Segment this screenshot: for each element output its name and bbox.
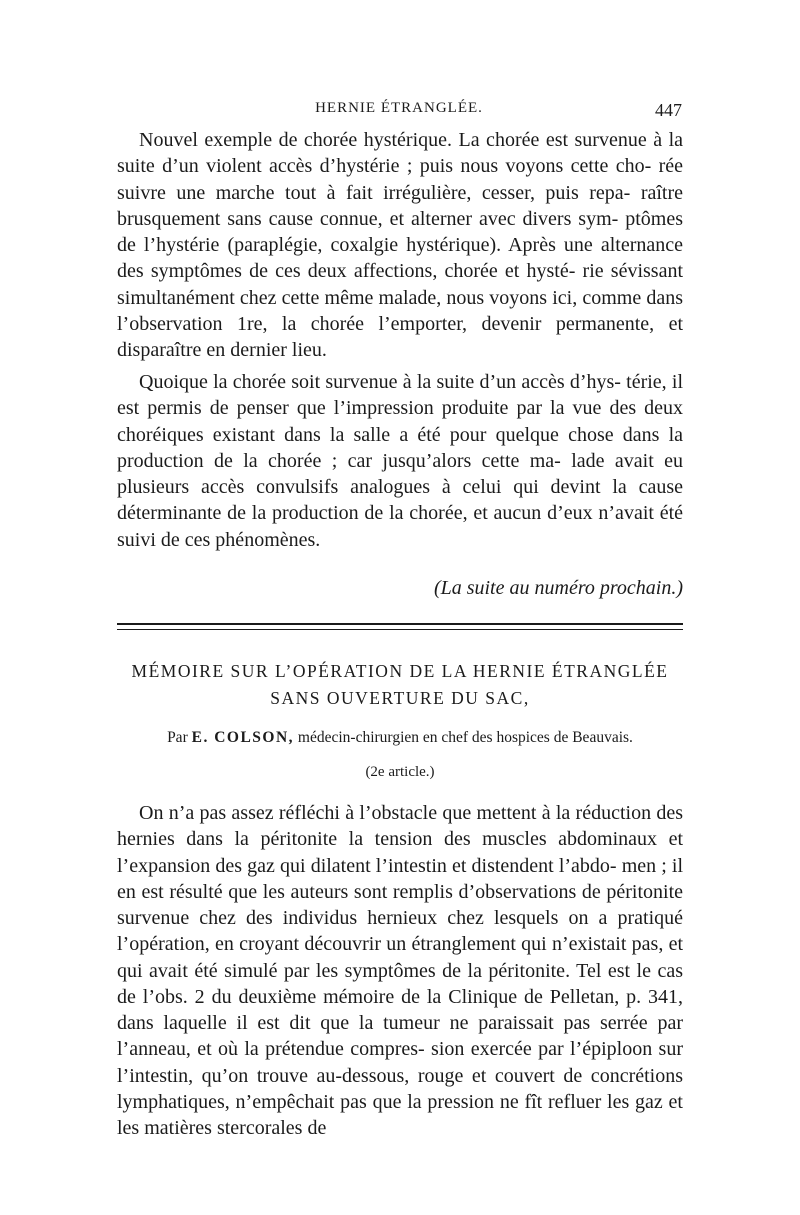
article-title (117, 658, 683, 712)
page-number: 447 (655, 100, 682, 120)
continuation-note: (La suite au numéro prochain.) (433, 577, 683, 599)
text-line: ptômes de l’hystérie (paraplégie, coxalgie hystérique). Après une (117, 207, 683, 256)
byline (117, 729, 683, 747)
text-line: Quoique la chorée soit survenue à la suite d’un accès d’hys- (139, 371, 621, 393)
section-divider (117, 623, 683, 625)
text-line: lade avait eu plusieurs accès convulsifs analogues à celui qui devint (117, 449, 684, 498)
text-line: Nouvel exemple de chorée hystérique. La chorée est survenue à (139, 129, 663, 151)
running-head (116, 100, 682, 124)
text-line: péritonite. Tel est le cas de l’obs. 2 du deuxième mémoire de la (117, 959, 683, 1008)
text-line: la cause déterminante de la production de la chorée, et aucun (117, 476, 683, 525)
text-line: sion exercée par l’épiploon sur l’intestin, qu’on trouve au-dessous, (117, 1038, 683, 1087)
text-line: permanente, et disparaître en dernier lieu. (117, 312, 684, 361)
text-line: térie, il est permis de penser que l’impression produite par la (117, 371, 684, 420)
text-line: que la pression ne fît refluer les gaz et les matières stercorales de (117, 1090, 683, 1139)
text-line: de péritonite survenue chez des individus hernieux chez lesquels (117, 880, 684, 929)
running-title: HERNIE ÉTRANGLÉE. (315, 100, 483, 116)
author-name: E. COLSON, (191, 729, 295, 746)
text-line: d’eux n’avait été suivi de ces phénomènes. (117, 502, 684, 551)
text-line: et l’expansion des gaz qui dilatent l’intestin et distendent l’abdo- (117, 828, 684, 877)
paragraph-hysterical-chorea (117, 127, 683, 363)
text-line: des hernies dans la péritonite la tension des muscles abdominaux (117, 802, 684, 851)
text-line: men ; il en est résulté que les auteurs sont remplis d’observations (117, 854, 683, 903)
article-number-note: (2e article.) (365, 764, 435, 780)
section-divider (117, 629, 683, 630)
text-line: raître brusquement sans cause connue, et alterner avec divers sym- (117, 181, 683, 230)
article-title-line: SANS OUVERTURE DU SAC, (270, 688, 530, 708)
byline-prefix: Par (167, 729, 188, 746)
paragraph-hernia-peritonitis (117, 800, 683, 1141)
text-line: ne paraissait pas serrée par l’anneau, et où la prétendue compres- (117, 1012, 683, 1061)
paragraph-chorea-cause (117, 369, 683, 553)
text-line: on a pratiqué l’opération, en croyant découvrir un étranglement (117, 907, 684, 956)
paragraph-text (117, 800, 683, 1141)
text-line: rie sévissant simultanément chez cette même malade, nous voyons (117, 260, 684, 309)
paragraph-text (117, 127, 683, 363)
text-line: vue des deux choréiques existant dans la salle a été pour quelque (117, 397, 684, 446)
text-line: qui n’existait pas, et qui avait été simulé par les symptômes de la (117, 933, 684, 982)
text-line: rouge et couvert de concrétions lymphatiques, n’empêchait pas (117, 1064, 683, 1113)
text-line: alternance des symptômes de ces deux affections, chorée et hysté- (117, 234, 683, 283)
article-title-line: MÉMOIRE SUR L’OPÉRATION DE LA HERNIE ÉTRANGLÉE (131, 661, 669, 681)
text-line: la suite d’un violent accès d’hystérie ; puis nous voyons cette cho- (117, 129, 684, 178)
author-role: médecin-chirurgien en chef des hospices de Beauvais. (297, 729, 633, 746)
paragraph-text (117, 369, 683, 553)
text-line: Clinique de Pelletan, p. 341, dans laquelle il est dit que la tumeur (117, 985, 684, 1034)
text-line: ici, comme dans l’observation 1re, la chorée l’emporter, devenir (117, 286, 683, 335)
text-line: rée suivre une marche tout à fait irrégulière, cesser, puis repa- (117, 155, 683, 204)
text-line: On n’a pas assez réfléchi à l’obstacle que mettent à la réduction (139, 802, 652, 824)
text-line: chose dans la production de la chorée ; car jusqu’alors cette ma- (117, 423, 684, 472)
